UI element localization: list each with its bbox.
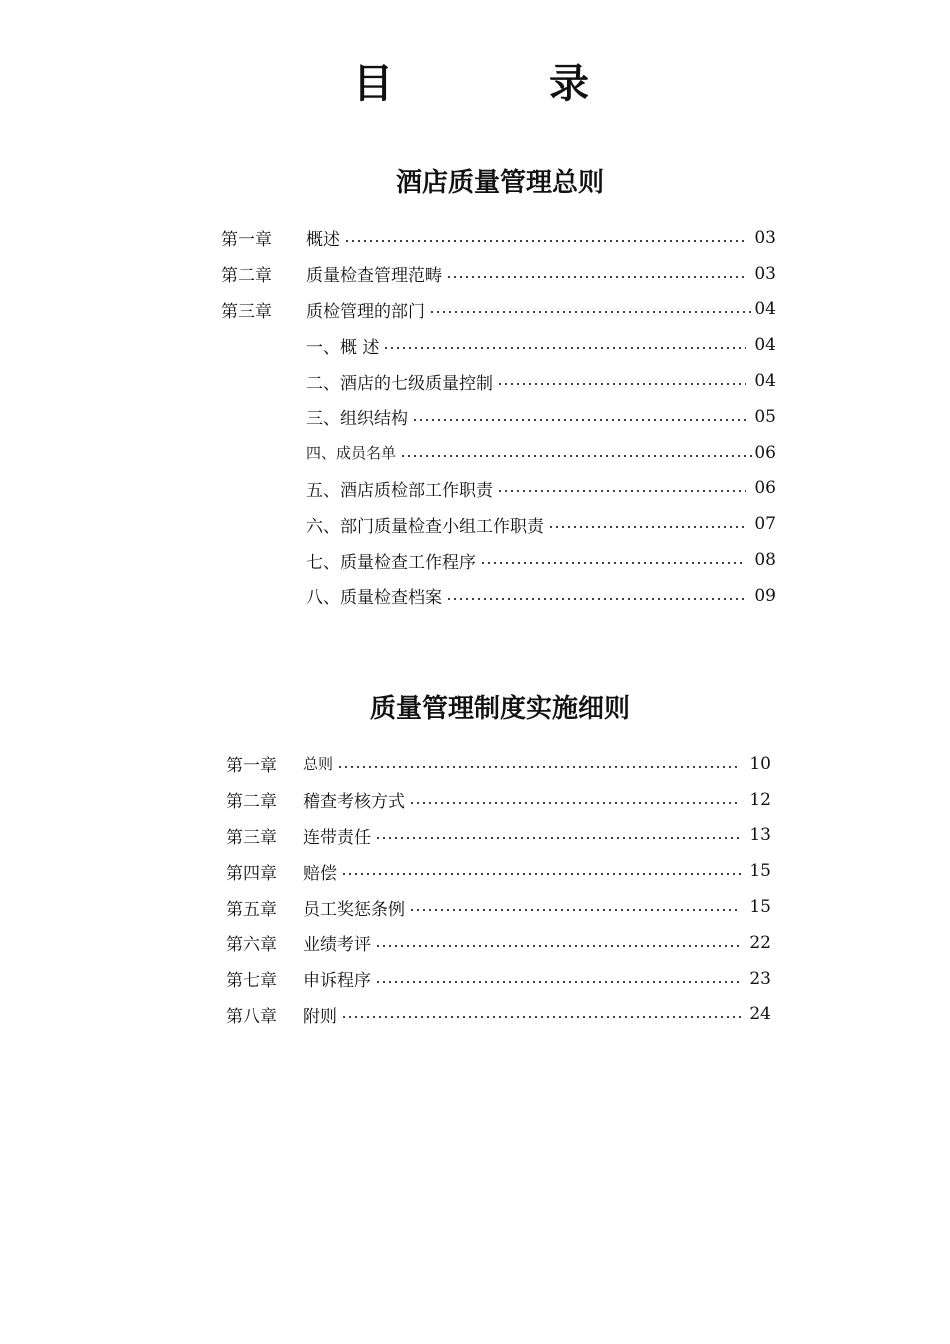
section-title-general-rules: 酒店质量管理总则: [395, 168, 604, 198]
toc-chapter-number: 第一章: [221, 230, 272, 251]
toc-entry-label: 三、组织结构: [306, 409, 408, 430]
toc-entry[interactable]: [221, 399, 776, 435]
dot-leader: [446, 275, 746, 279]
toc-page-number: 12: [749, 789, 771, 810]
dot-leader: [375, 980, 741, 984]
dot-leader: [400, 454, 754, 458]
toc-entry-label: 员工奖惩条例: [303, 899, 405, 920]
toc-entry-label: 八、质量检查档案: [306, 588, 442, 609]
toc-entry-label: 连带责任: [303, 827, 371, 848]
dot-leader: [412, 418, 746, 422]
toc-page-number: 23: [749, 968, 771, 989]
toc-chapter-number: 第一章: [226, 756, 277, 777]
dot-leader: [341, 872, 741, 876]
toc-entry[interactable]: [221, 578, 776, 614]
toc-entry-label: 概述: [306, 230, 340, 251]
toc-entry[interactable]: [226, 746, 771, 782]
toc-entry[interactable]: [226, 961, 771, 997]
dot-leader: [341, 1015, 741, 1019]
toc-entry[interactable]: [226, 782, 771, 818]
toc-page-number: 03: [754, 227, 776, 248]
toc-page-number: 04: [754, 371, 776, 392]
dot-leader: [375, 836, 741, 840]
toc-chapter-number: 第二章: [226, 792, 277, 813]
toc-page-number: 07: [754, 514, 776, 535]
toc-entry[interactable]: [221, 363, 776, 399]
toc-page-number: 24: [749, 1004, 771, 1025]
toc-entry-label: 申诉程序: [303, 971, 371, 992]
toc-entry[interactable]: [226, 853, 771, 889]
toc-entry[interactable]: [226, 818, 771, 854]
toc-entry-label: 七、质量检查工作程序: [306, 552, 476, 573]
toc-entry[interactable]: [226, 997, 771, 1033]
toc-entry-label: 总则: [303, 755, 334, 774]
dot-leader: [337, 765, 741, 769]
toc-page-number: 04: [754, 335, 776, 356]
toc-entry-label: 业绩考评: [303, 935, 371, 956]
dot-leader: [383, 346, 746, 350]
dot-leader: [344, 239, 746, 243]
toc-page-number: 03: [754, 263, 776, 284]
toc-page-number: 09: [754, 585, 776, 606]
toc-chapter-number: 第五章: [226, 899, 277, 920]
toc-entry[interactable]: [221, 292, 776, 328]
toc-entry-label: 附则: [303, 1006, 337, 1027]
toc-entry[interactable]: [221, 327, 776, 363]
toc-entry[interactable]: [221, 220, 776, 256]
dot-leader: [409, 908, 741, 912]
toc-page-number: 06: [754, 442, 776, 463]
toc-entry-label: 五、酒店质检部工作职责: [306, 480, 493, 501]
toc-chapter-number: 第二章: [221, 266, 272, 287]
section-title-implementation-rules: 质量管理制度实施细则: [369, 694, 630, 724]
toc-chapter-number: 第六章: [226, 935, 277, 956]
dot-leader: [429, 310, 754, 314]
dot-leader: [480, 561, 746, 565]
toc-page-number: 15: [749, 861, 771, 882]
toc-list-implementation-rules: [226, 746, 771, 1032]
toc-page-number: 05: [754, 406, 776, 427]
dot-leader: [497, 489, 746, 493]
dot-leader: [548, 525, 746, 529]
page-title: 目 录: [353, 61, 647, 107]
toc-list-general-rules: [221, 220, 776, 614]
toc-entry[interactable]: [221, 471, 776, 507]
toc-page-number: 08: [754, 550, 776, 571]
toc-entry[interactable]: [226, 925, 771, 961]
toc-entry-label: 质检管理的部门: [306, 301, 425, 322]
toc-page-number: 06: [754, 478, 776, 499]
toc-chapter-number: 第四章: [226, 863, 277, 884]
toc-entry-label: 质量检查管理范畴: [306, 266, 442, 287]
toc-entry[interactable]: [226, 889, 771, 925]
toc-page-number: 15: [749, 897, 771, 918]
toc-chapter-number: 第三章: [226, 827, 277, 848]
dot-leader: [375, 944, 741, 948]
toc-chapter-number: 第七章: [226, 971, 277, 992]
toc-entry-label: 赔偿: [303, 863, 337, 884]
toc-entry[interactable]: [221, 542, 776, 578]
toc-page-number: 10: [749, 753, 771, 774]
toc-page-number: 13: [749, 825, 771, 846]
toc-entry-label: 二、酒店的七级质量控制: [306, 373, 493, 394]
dot-leader: [409, 801, 741, 805]
toc-chapter-number: 第三章: [221, 301, 272, 322]
dot-leader: [446, 597, 746, 601]
toc-entry-label: 一、概 述: [306, 337, 380, 358]
toc-page-number: 04: [754, 299, 776, 320]
toc-chapter-number: 第八章: [226, 1006, 277, 1027]
toc-entry-label: 稽查考核方式: [303, 792, 405, 813]
dot-leader: [497, 382, 746, 386]
toc-entry[interactable]: [221, 435, 776, 471]
toc-page-number: 22: [749, 932, 771, 953]
toc-entry-label: 六、部门质量检查小组工作职责: [306, 516, 544, 537]
toc-entry[interactable]: [221, 506, 776, 542]
toc-entry-label: 四、成员名单: [306, 444, 397, 463]
toc-entry[interactable]: [221, 256, 776, 292]
